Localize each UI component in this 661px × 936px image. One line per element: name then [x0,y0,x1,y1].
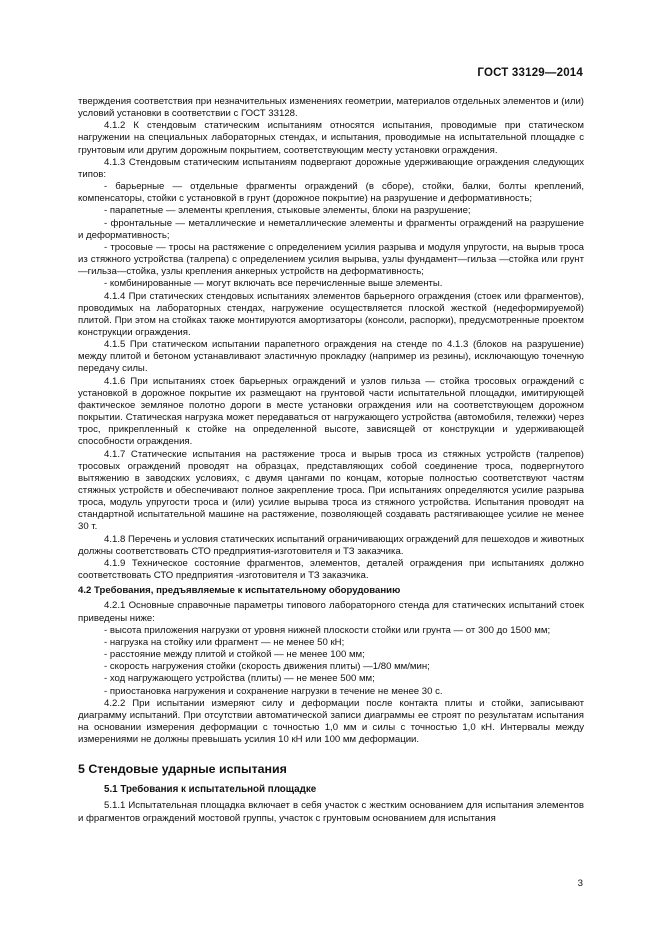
page-content [78,96,584,825]
document-header: ГОСТ 33129—2014 [477,67,583,79]
paragraph: - нагрузка на стойку или фрагмент — не менее 50 кН; [104,636,345,648]
paragraph: 4.1.5 При статическом испытании парапетного ограждения на стенде по 4.1.3 (блоков на разрушение) между плитой и бетоном устанавливают эластичную прокладку (например из резины), исключающую точечную передачу силы. [78,339,584,375]
paragraph: - комбинированные — могут включать все перечисленные выше элементы. [104,278,443,290]
paragraph: 4.1.2 К стендовым статическим испытаниям относятся испытания, проводимые при статическом нагружении на специальных лабораторных стендах, и испытания, проводимые на испытательной площадке с грунтовым или другим дорожным покрытием, соответствующим месту установки ограждения. [78,120,584,156]
paragraph: 4.1.6 При испытаниях стоек барьерных ограждений и узлов гильза — стойка тросовых ограждений с установкой в дорожное покрытие их размещают на грунтовой части испытательной площадки, имитирующей фактическое земляное полотно дороги в месте установки ограждения или на соответствующем дорожном покрытии. Статическая нагрузка может передаваться от нагружающего устройства (автомобиля, тележки) через трос, прикрепленный к стойке на определенной высоте, зависящей от конструкции и удерживающей способности ограждения. [78,375,584,448]
paragraph: - расстояние между плитой и стойкой — не менее 100 мм; [104,649,365,661]
paragraph: тверждения соответствия при незначительных изменениях геометрии, материалов отдельных элементов и (или) условий установки в соответствии с ГОСТ 33128. [78,96,584,120]
paragraph: - фронтальные — металлические и неметаллические элементы и фрагменты ограждений на разрушение и деформативность; [78,217,584,241]
paragraph: - тросовые — тросы на растяжение с определением усилия разрыва и модуля упругости, на вырыв троса из стяжного устройства (талрепа) с определением усилия вырыва, узлы фундамент—гильза —стойка или грунт—гильза—стойка, узлы крепления анкерных устройств на деформативность; [78,241,584,278]
paragraph: - высота приложения нагрузки от уровня нижней плоскости стойки или грунта — от 300 до 1500 мм; [104,624,551,636]
section-5-1-subheading: 5.1 Требования к испытательной площадке [104,784,317,796]
paragraph: - барьерные — отдельные фрагменты ограждений (в сборе), стойки, балки, болты креплений, компенсаторы, стойки с установкой в грунт (дорожное покрытие) на разрушение и деформативность; [78,181,584,205]
paragraph: - приостановка нагружения и сохранение нагрузки в течение не менее 30 с. [104,685,443,697]
section-5-heading: 5 Стендовые ударные испытания [78,762,287,777]
paragraph-5-1-1: 5.1.1 Испытательная площадка включает в себя участок с жестким основанием для испытания элементов и фрагментов ограждений мостовой группы, участок с грунтовым основанием для испытания [78,800,584,824]
page-number: 3 [577,878,583,889]
paragraph: 4.2.2 При испытании измеряют силу и деформации после контакта плиты и стойки, записывают диаграмму испытаний. При отсутствии автоматической записи диаграммы ее строят по результатам испытания на основании измерения деформации с точностью 1,0 мм и силы с точностью 1,0 кН. Интервалы между измерениями не должны превышать усилия 10 кН или 100 мм деформации. [78,697,584,746]
paragraph: 4.1.4 При статических стендовых испытаниях элементов барьерного ограждения (стоек или фрагментов), проводимых на лабораторных стендах, нагружение осуществляется плоской жесткой (недеформируемой) плитой. При этом на стойках также монтируются амортизаторы (консоли, распорки), предусмотренные проектом конструкции ограждения. [78,290,584,338]
paragraph: - ход нагружающего устройства (плиты) — не менее 500 мм; [104,673,375,685]
section-4-body [78,96,584,746]
section-heading: 4.2 Требования, предъявляемые к испытательному оборудованию [78,585,401,597]
paragraph: 4.1.8 Перечень и условия статических испытаний ограничивающих ограждений для пешеходов и животных должны соответствовать СТО предприятия-изготовителя и ТЗ заказчика. [78,533,584,557]
paragraph: 4.1.9 Техническое состояние фрагментов, элементов, деталей ограждения при испытаниях должно соответствовать СТО предприятия -изготовителя и ТЗ заказчика. [78,557,584,582]
paragraph: 4.2.1 Основные справочные параметры типового лабораторного стенда для статических испытаний стоек приведены ниже: [78,600,584,624]
paragraph: - скорость нагружения стойки (скорость движения плиты) —1/80 мм/мин; [104,661,430,673]
paragraph: 4.1.3 Стендовым статическим испытаниям подвергают дорожные удерживающие ограждения следующих типов: [78,156,584,180]
paragraph: - парапетные — элементы крепления, стыковые элементы, блоки на разрушение; [104,205,471,217]
paragraph: 4.1.7 Статические испытания на растяжение троса и вырыв троса из стяжных устройств (талрепов) тросовых ограждений проводят на образцах, представляющих собой соединение троса, подвергнутого вытяжению в заводских условиях, с двумя цангами по концам, которые полностью соответствуют частям стяжных устройств и обеспечивают полное закрепление троса. При испытаниях определяются усилие разрыва троса, модуль упругости троса и (или) усилие вырыва троса из стяжного устройства. Испытания проводят на стандартной испытательной машине на растяжение, позволяющей создавать растягивающее усилие не менее 30 т. [78,448,584,533]
